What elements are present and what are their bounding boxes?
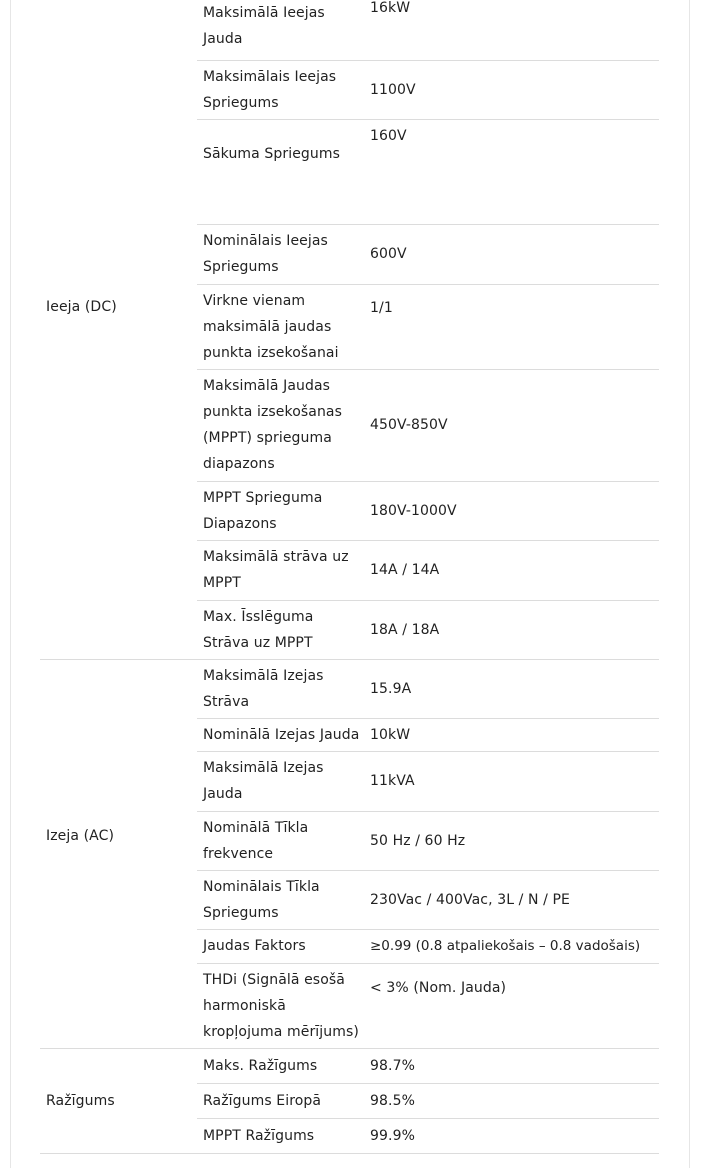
row-divider [197, 963, 659, 964]
row-divider [197, 1083, 659, 1084]
row-divider [197, 718, 659, 719]
row-value: 180V-1000V [370, 503, 457, 519]
row-value: 99.9% [370, 1128, 415, 1144]
row-label: Nominālais Ieejas Spriegums [203, 233, 328, 275]
row-divider [197, 1118, 659, 1119]
row-label: Ražīgums Eiropā [203, 1093, 322, 1109]
row-value: 14A / 14A [370, 562, 440, 578]
group-label-input-dc: Ieeja (DC) [46, 299, 117, 315]
group-divider [40, 1153, 659, 1154]
row-value: 160V [370, 128, 407, 144]
row-value: 11kVA [370, 773, 415, 789]
row-label: Nominālā Tīkla frekvence [203, 820, 309, 862]
row-label: Maksimālā Izejas Jauda [203, 760, 324, 802]
row-label: MPPT Sprieguma Diapazons [203, 490, 323, 532]
row-divider [197, 811, 659, 812]
row-divider [197, 600, 659, 601]
row-value: 98.5% [370, 1093, 415, 1109]
row-label: Virkne vienam maksimālā jaudas punkta izsekošanai [203, 293, 339, 361]
group-label-efficiency: Ražīgums [46, 1093, 115, 1109]
row-divider [197, 481, 659, 482]
row-value: 15.9A [370, 681, 412, 697]
row-label: Maksimālā Jaudas punkta izsekošanas (MPPT) sprieguma diapazons [203, 378, 342, 472]
row-label: Maksimālā Izejas Strāva [203, 668, 324, 710]
group-label-output-ac: Izeja (AC) [46, 828, 115, 844]
row-label: Maksimālā Ieejas Jauda [203, 5, 325, 47]
row-divider [197, 870, 659, 871]
group-divider [40, 1048, 659, 1049]
row-value: 10kW [370, 727, 411, 743]
row-value: 450V-850V [370, 417, 448, 433]
row-label: Jaudas Faktors [203, 938, 306, 954]
row-label: Nominālais Tīkla Spriegums [203, 879, 320, 921]
row-divider [197, 540, 659, 541]
row-label: Maks. Ražīgums [203, 1058, 318, 1074]
group-divider [40, 659, 659, 660]
row-value: 50 Hz / 60 Hz [370, 833, 466, 849]
row-value: < 3% (Nom. Jauda) [370, 980, 507, 996]
row-divider [197, 60, 659, 61]
row-divider [197, 929, 659, 930]
row-value: 1/1 [370, 300, 393, 316]
row-label: Maksimālais Ieejas Spriegums [203, 69, 337, 111]
row-value: 1100V [370, 82, 416, 98]
row-divider [197, 369, 659, 370]
row-divider [197, 119, 659, 120]
row-value: 18A / 18A [370, 622, 440, 638]
row-divider [197, 224, 659, 225]
row-value: ≥0.99 (0.8 atpaliekošais – 0.8 vadošais) [370, 938, 641, 954]
row-divider [197, 284, 659, 285]
row-label: Sākuma Spriegums [203, 146, 341, 162]
row-divider [197, 751, 659, 752]
row-label: Maksimālā strāva uz MPPT [203, 549, 349, 591]
row-value: 230Vac / 400Vac, 3L / N / PE [370, 892, 570, 908]
row-label: Max. Īsslēguma Strāva uz MPPT [203, 609, 314, 651]
row-label: Nominālā Izejas Jauda [203, 727, 360, 743]
row-label: MPPT Ražīgums [203, 1128, 315, 1144]
row-value: 600V [370, 246, 407, 262]
row-value: 98.7% [370, 1058, 415, 1074]
row-label: THDi (Signālā esošā harmoniskā kropļojuma mērījums) [203, 972, 359, 1040]
row-value: 16kW [370, 0, 411, 16]
